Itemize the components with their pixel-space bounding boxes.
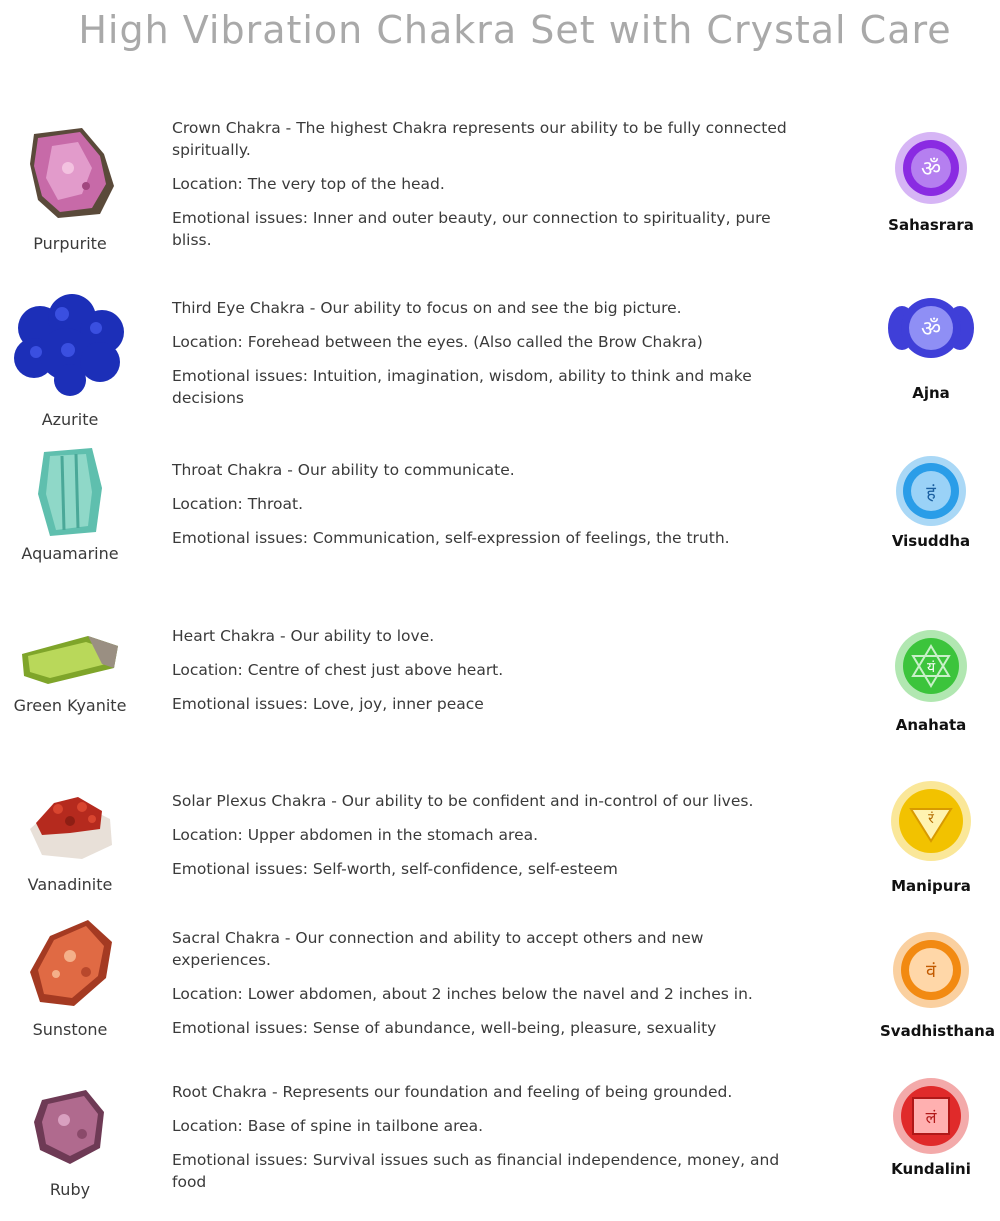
stone-name: Purpurite (33, 234, 107, 253)
svg-text:यं: यं (926, 660, 936, 676)
aquamarine-stone-image (30, 448, 110, 538)
azurite-stone-image (10, 292, 130, 398)
chakra-symbol-ajna (880, 288, 982, 402)
chakra-location: Location: Base of spine in tailbone area. (172, 1117, 484, 1135)
chakra-symbol-kundalini (880, 1076, 982, 1178)
chakra-name: Sahasrara (888, 216, 974, 234)
purpurite-stone-image (22, 124, 118, 220)
chakra-symbol-manipura (880, 779, 982, 895)
stone-aquamarine (8, 448, 132, 563)
stone-name: Green Kyanite (13, 696, 127, 715)
chakra-symbol-anahata (880, 628, 982, 734)
chakra-description (172, 297, 792, 421)
chakra-emotional-issues: Emotional issues: Inner and outer beauty, our connection to spirituality, pure bliss. (172, 209, 771, 249)
chakra-summary: Third Eye Chakra - Our ability to focus on and see the big picture. (172, 299, 682, 317)
svg-text:हं: हं (926, 483, 936, 504)
ruby-stone-image (30, 1086, 110, 1166)
ajna-symbol-icon (888, 288, 974, 368)
stone-ruby (8, 1086, 132, 1199)
stone-vanadinite (8, 789, 132, 894)
chakra-emotional-issues: Emotional issues: Self-worth, self-confidence, self-esteem (172, 860, 618, 878)
chakra-symbol-sahasrara (880, 128, 982, 234)
sahasrara-symbol-icon (891, 128, 971, 208)
stone-name: Vanadinite (27, 875, 113, 894)
chakra-emotional-issues: Emotional issues: Survival issues such as financial independence, money, and food (172, 1151, 780, 1191)
chakra-description (172, 1081, 792, 1205)
chakra-location: Location: Centre of chest just above heart. (172, 661, 504, 679)
chakra-location: Location: Upper abdomen in the stomach area. (172, 826, 539, 844)
svg-text:वं: वं (925, 961, 937, 982)
chakra-name: Anahata (895, 716, 967, 734)
manipura-symbol-icon (889, 779, 973, 863)
svg-text:लं: लं (925, 1108, 937, 1127)
stone-name: Ruby (49, 1180, 91, 1199)
chakra-location: Location: Lower abdomen, about 2 inches below the navel and 2 inches in. (172, 985, 753, 1003)
visuddha-symbol-icon (894, 454, 968, 528)
vanadinite-stone-image (22, 789, 118, 861)
svadhisthana-symbol-icon (891, 930, 971, 1010)
chakra-summary: Throat Chakra - Our ability to communicate. (172, 461, 515, 479)
chakra-emotional-issues: Emotional issues: Love, joy, inner peace (172, 695, 484, 713)
kundalini-symbol-icon (891, 1076, 971, 1156)
stone-azurite (8, 292, 132, 429)
chakra-location: Location: Forehead between the eyes. (Also called the Brow Chakra) (172, 333, 703, 351)
chakra-description (172, 927, 792, 1051)
stone-name: Sunstone (32, 1020, 108, 1039)
chakra-description (172, 459, 792, 561)
svg-text:ॐ: ॐ (920, 317, 942, 342)
chakra-symbol-visuddha (880, 454, 982, 550)
chakra-location: Location: Throat. (172, 495, 304, 513)
chakra-emotional-issues: Emotional issues: Communication, self-expression of feelings, the truth. (172, 529, 730, 547)
stone-sunstone (8, 916, 132, 1039)
chakra-name: Kundalini (891, 1160, 971, 1178)
chakra-summary: Root Chakra - Represents our foundation and feeling of being grounded. (172, 1083, 733, 1101)
sunstone-stone-image (20, 916, 120, 1012)
stone-purpurite (8, 124, 132, 253)
chakra-summary: Solar Plexus Chakra - Our ability to be confident and in-control of our lives. (172, 792, 754, 810)
stone-name: Azurite (41, 410, 99, 429)
svg-text:ॐ: ॐ (920, 157, 942, 182)
stone-name: Aquamarine (21, 544, 119, 563)
chakra-summary: Sacral Chakra - Our connection and ability to accept others and new experiences. (172, 929, 704, 969)
chakra-description (172, 117, 792, 263)
chakra-name: Svadhisthana (880, 1022, 995, 1040)
chakra-name: Ajna (912, 384, 950, 402)
chakra-location: Location: The very top of the head. (172, 175, 445, 193)
chakra-emotional-issues: Emotional issues: Intuition, imagination, wisdom, ability to think and make decisions (172, 367, 752, 407)
chakra-name: Manipura (891, 877, 971, 895)
page-title: High Vibration Chakra Set with Crystal Care (78, 8, 952, 52)
chakra-summary: Heart Chakra - Our ability to love. (172, 627, 435, 645)
chakra-name: Visuddha (891, 532, 971, 550)
svg-text:रं: रं (928, 811, 934, 827)
chakra-symbol-svadhisthana (880, 930, 995, 1040)
stone-green-kyanite (8, 630, 132, 715)
chakra-emotional-issues: Emotional issues: Sense of abundance, well-being, pleasure, sexuality (172, 1019, 717, 1037)
chakra-description (172, 625, 792, 727)
anahata-symbol-icon (893, 628, 969, 704)
chakra-description (172, 790, 792, 892)
chakra-summary: Crown Chakra - The highest Chakra represents our ability to be fully connected spiritually. (172, 119, 787, 159)
green-kyanite-stone-image (18, 630, 122, 686)
